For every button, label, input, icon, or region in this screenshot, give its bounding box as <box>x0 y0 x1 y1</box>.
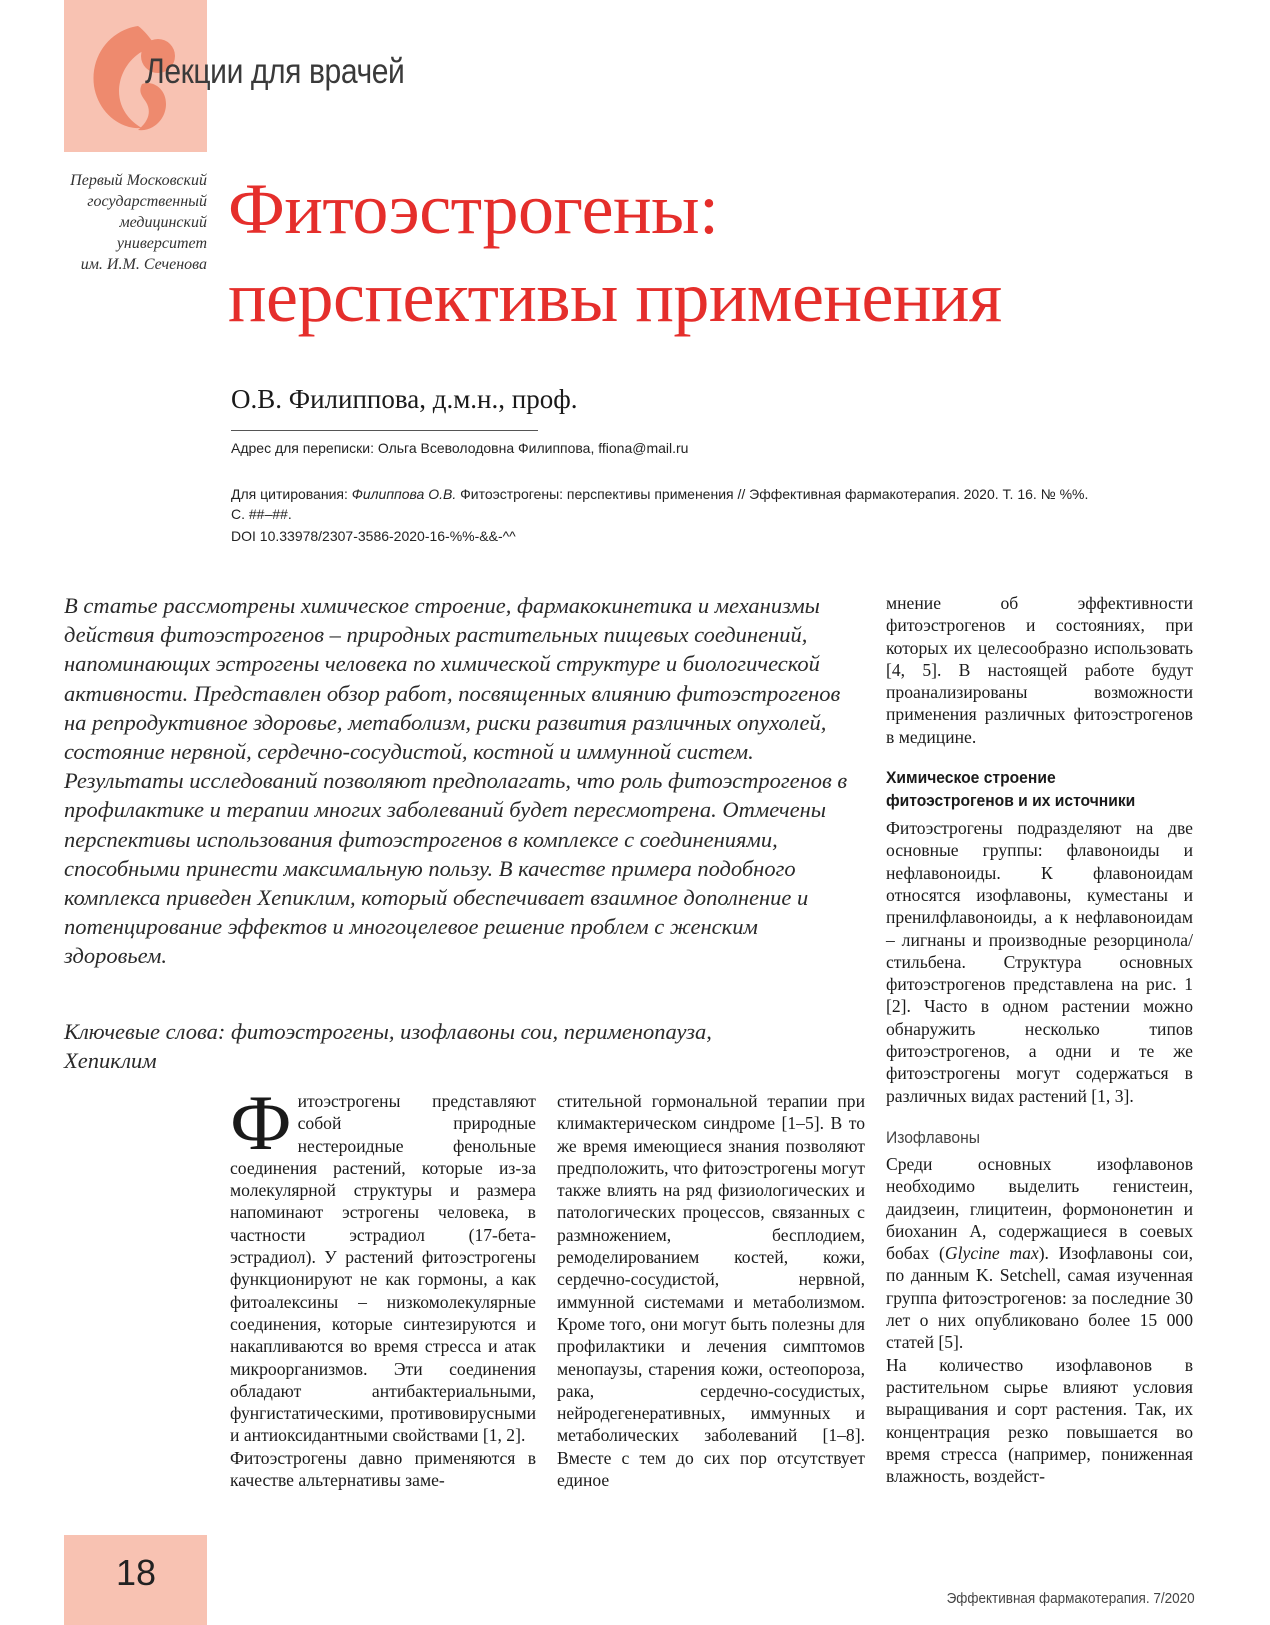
citation <box>231 484 1141 546</box>
page-number: 18 <box>116 1552 157 1593</box>
abstract: В статье рассмотрены химическое строение, фармакокинетика и механизмы действия фитоэстрогенов – природных растительных пищевых соединений, напоминающих эстрогены человека по химической структуре и биологической активности. Представлен обзор работ, посвященных влиянию фитоэстрогенов на репродуктивное здоровье, метаболизм, риски развития различных опухолей, состояние нервной, сердечно-сосудистой, костной и иммунной систем. Результаты исследований позволяют предполагать, что роль фитоэстрогенов в профилактике и терапии многих заболеваний будет пересмотрена. Отмечены перспективы использования фитоэстрогенов в комплексе с соединениями, способными принести максимальную пользу. В качестве примера подобного комплекса приведен Хепиклим, который обеспечивает взаимное дополнение и потенцирование эффектов и многоцелевое решение проблем с женским здоровьем. <box>64 593 848 969</box>
section-label: Лекции для врачей <box>145 52 405 91</box>
paragraph <box>886 1153 1193 1354</box>
doi: DOI 10.33978/2307-3586-2020-16-%%-&&-^^ <box>231 528 516 544</box>
author-affiliation <box>27 170 207 275</box>
paragraph-text: ). Изофлавоны сои, по данным K. Setchell, самая изученная группа фитоэстрогенов: за последние 30 лет о них опубликовано более 15 000 статей [5]. <box>886 1243 1193 1353</box>
citation-pages: С. ##–##. <box>231 506 292 522</box>
title-line-1: Фитоэстрогены: <box>228 169 719 249</box>
paragraph: Фитоэстрогены подразделяют на две основные группы: флавоноиды и нефлавоноиды. К флавоноидам относятся изофлавоны, куместаны и пренилфлавоноиды, а к нефлавоноидам – лигнаны и производные резорцинола/стильбена. Структура основных фитоэстрогенов представлена на рис. 1 [2]. Часто в одном растении можно обнаружить несколько типов фитоэстрогенов, а одни и те же фитоэстрогены могут содержаться в различных видах растений [1, 3]. <box>886 818 1193 1106</box>
affiliation-line: медицинский <box>119 214 207 231</box>
paragraph-text: Среди основных изофлавонов необходимо выделить генистеин, даидзеин, глицитеин, формононетин и биоханин А, содержащиеся в соевых бобах ( <box>886 1153 1193 1264</box>
keywords: Ключевые слова: фитоэстрогены, изофлавоны сои, перименопауза, Хепиклим <box>64 1019 712 1074</box>
affiliation-line: Первый Московский <box>70 172 207 189</box>
citation-author: Филиппова О.В. <box>351 486 457 502</box>
body-column-2 <box>557 1090 865 1491</box>
species-name: Glycine max <box>944 1243 1039 1264</box>
affiliation-line: им. И.М. Сеченова <box>80 256 207 273</box>
journal-footer: Эффективная фармакотерапия. 7/2020 <box>946 1590 1195 1607</box>
affiliation-line: государственный <box>87 193 207 210</box>
paragraph: итоэстрогены представляют собой природные нестероидные фенольные соединения растений, которые из-за молекулярной структуры и размера напоминают эстрогены человека, в частности эстрадиол (17-бета-эстрадиол). У растений фитоэстрогены функционируют не как гормоны, а как фитоалексины – низкомолекулярные соединения, которые синтезируются и накапливаются во время стресса и атак микроорганизмов. Эти соединения обладают антибактериальными, фунгистатическими, противовирусными и антиоксидантными свойствами [1, 2]. <box>230 1091 536 1446</box>
author-name: О.В. Филиппова, д.м.н., проф. <box>231 384 578 414</box>
author-divider <box>231 430 538 431</box>
paragraph: На количество изофлавонов в растительном сырье влияют условия выращивания и сорт растения. Так, их концентрация резко повышается во время стресса (например, пониженная влажность, воздейст- <box>886 1354 1193 1487</box>
title-line-2: перспективы применения <box>228 257 1002 337</box>
article-title <box>228 165 1002 341</box>
subsection-heading: Изофлавоны <box>886 1127 980 1147</box>
section-heading: Химическое строение фитоэстрогенов и их источники <box>886 768 1136 811</box>
drop-cap: Ф <box>230 1079 292 1166</box>
paragraph: мнение об эффективности фитоэстрогенов и состояниях, при которых их целесообразно использовать [4, 5]. В настоящей работе будут проанализированы возможности применения различных фитоэстрогенов в медицине. <box>886 593 1193 747</box>
paragraph: Фитоэстрогены давно применяются в качестве альтернативы заме- <box>230 1447 536 1491</box>
paragraph: стительной гормональной терапии при климактерическом синдроме [1–5]. В то же время имеющиеся знания позволяют предположить, что фитоэстрогены могут также влиять на ряд физиологических и патологических процессов, связанных с размножением, бесплодием, ремоделированием костей, кожи, сердечно-сосудистой, нервной, иммунной системами и метаболизмом. Кроме того, они могут быть полезны для профилактики и лечения симптомов менопаузы, старения кожи, остеопороза, рака, сердечно-сосудистых, нейродегенеративных, иммунных и метаболических заболеваний [1–8]. Вместе с тем до сих пор отсутствует единое <box>557 1091 865 1491</box>
citation-prefix: Для цитирования: <box>231 486 352 502</box>
correspondence-address: Адрес для переписки: Ольга Всеволодовна Филиппова, ffiona@mail.ru <box>231 440 689 456</box>
affiliation-line: университет <box>116 235 207 252</box>
body-column-3 <box>886 592 1193 1487</box>
body-column-1 <box>230 1079 536 1491</box>
citation-text: Фитоэстрогены: перспективы применения // Эффективная фармакотерапия. 2020. Т. 16. № %%. <box>456 486 1089 502</box>
